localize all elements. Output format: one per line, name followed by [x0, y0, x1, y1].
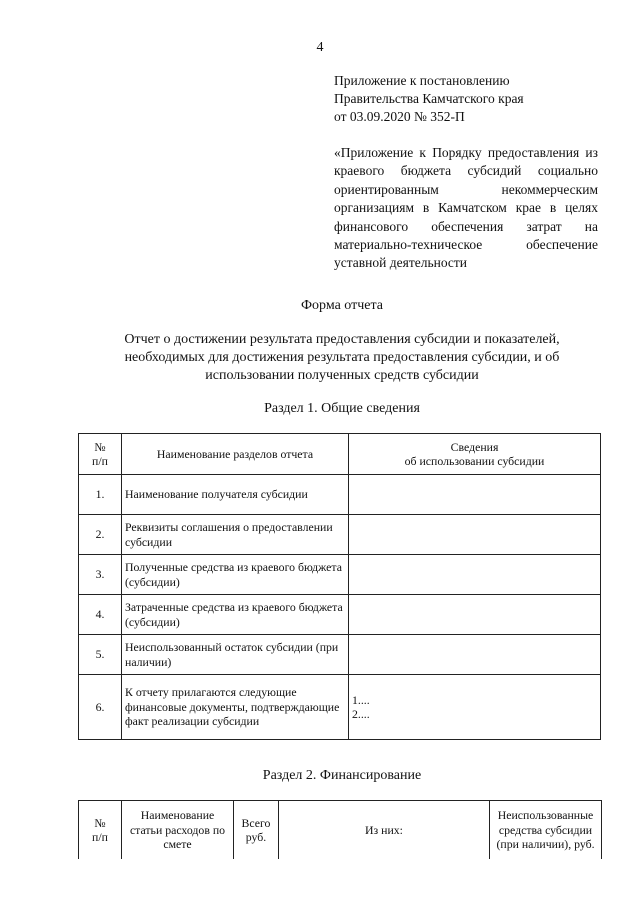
row-info-line: 2....: [352, 707, 370, 721]
header-num: [79, 801, 122, 860]
general-info-table: [78, 433, 601, 740]
header-info: [349, 434, 601, 475]
appendix-quote: «Приложение к Порядку предоставления из краевого бюджета субсидий социально ориентированным некоммерческим организациям в Камчатском крае в целях финансового обеспечения затрат на материально-техническое обеспечение уставной деятельности: [334, 145, 598, 271]
header-of-which: Из них:: [279, 801, 490, 860]
table-row: [79, 595, 601, 635]
table-row: [79, 475, 601, 515]
financing-table: [78, 800, 602, 859]
row-num: 1.: [79, 475, 122, 515]
form-title: Форма отчета: [300, 298, 384, 313]
row-name: Наименование получателя субсидии: [122, 475, 349, 515]
table-header-row: [79, 801, 602, 860]
header-item: Наименование статьи расходов по смете: [122, 801, 234, 860]
row-info: [349, 675, 601, 740]
row-info: [349, 635, 601, 675]
row-name: Реквизиты соглашения о предоставлении субсидии: [122, 515, 349, 555]
header-num-line: п/п: [92, 454, 108, 468]
header-info-line: об использовании субсидии: [404, 454, 545, 468]
row-name: К отчету прилагаются следующие финансовые документы, подтверждающие факт реализации субсидии: [122, 675, 349, 740]
row-name: Неиспользованный остаток субсидии (при наличии): [122, 635, 349, 675]
row-num: 5.: [79, 635, 122, 675]
table-row: [79, 635, 601, 675]
header-num-line: №: [94, 439, 106, 454]
section2-title: Раздел 2. Финансирование: [262, 768, 422, 783]
header-num: [79, 434, 122, 475]
row-num: 2.: [79, 515, 122, 555]
header-num-line: п/п: [92, 830, 108, 844]
header-num-line: №: [94, 815, 106, 830]
row-num: 6.: [79, 675, 122, 740]
row-num: 4.: [79, 595, 122, 635]
appendix-block: [334, 72, 598, 126]
row-info: [349, 555, 601, 595]
page-number: 4: [316, 40, 324, 55]
table-row: [79, 515, 601, 555]
row-info-line: 1....: [352, 692, 370, 707]
row-info: [349, 475, 601, 515]
header-total: Всего руб.: [234, 801, 279, 860]
section1-title: Раздел 1. Общие сведения: [264, 401, 420, 416]
table-header-row: [79, 434, 601, 475]
row-num: 3.: [79, 555, 122, 595]
header-info-line: Сведения: [450, 439, 499, 454]
table-row: [79, 675, 601, 740]
appendix-line: Приложение к постановлению: [334, 73, 510, 88]
table-row: [79, 555, 601, 595]
report-title: Отчет о достижении результата предоставления субсидии и показателей, необходимых для достижения результата предоставления субсидии, и об использовании полученных средств субсидии: [124, 332, 560, 383]
appendix-line: от 03.09.2020 № 352-П: [334, 109, 465, 124]
row-name: Полученные средства из краевого бюджета (субсидии): [122, 555, 349, 595]
row-name: Затраченные средства из краевого бюджета (субсидии): [122, 595, 349, 635]
appendix-line: Правительства Камчатского края: [334, 91, 524, 106]
row-info: [349, 595, 601, 635]
header-name: Наименование разделов отчета: [122, 434, 349, 475]
row-info: [349, 515, 601, 555]
header-unused: Неиспользованные средства субсидии (при наличии), руб.: [490, 801, 602, 860]
